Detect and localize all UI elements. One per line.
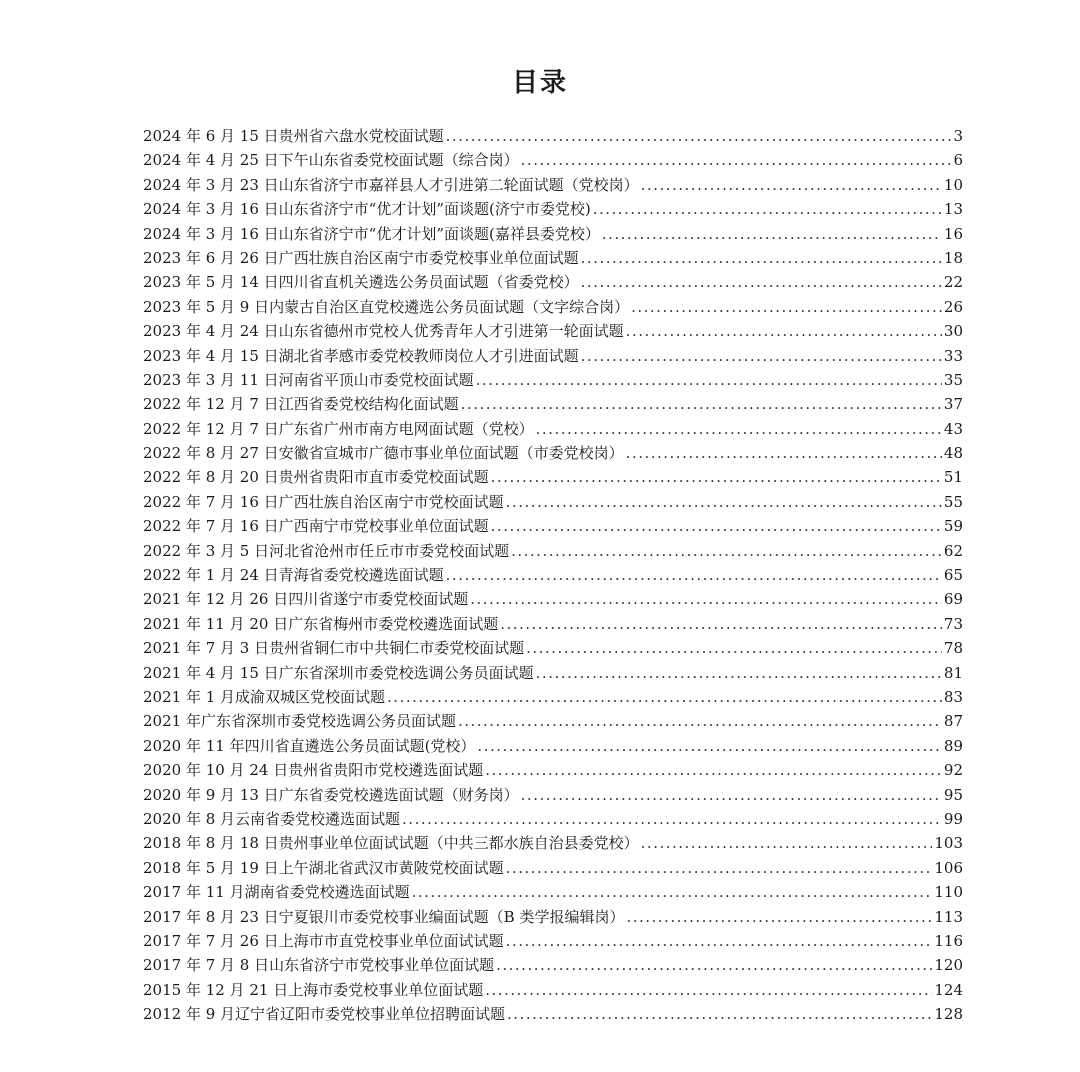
toc-entry[interactable] — [143, 319, 963, 343]
toc-entry-title: 2017 年 7 月 26 日上海市市直党校事业单位面试试题 — [143, 931, 504, 950]
toc-entry-title: 2012 年 9 月辽宁省辽阳市委党校事业单位招聘面试题 — [143, 1005, 506, 1024]
toc-entry[interactable] — [143, 124, 963, 148]
dot-leader — [402, 807, 942, 831]
toc-entry-title: 2022 年 8 月 20 日贵州省贵阳市直市委党校面试题 — [143, 468, 489, 487]
toc-entry[interactable] — [143, 368, 963, 392]
toc-entry-title: 2017 年 7 月 8 日山东省济宁市党校事业单位面试题 — [143, 956, 495, 975]
toc-entry-page-number: 89 — [943, 736, 963, 755]
toc-entry[interactable] — [143, 222, 963, 246]
toc-entry[interactable] — [143, 758, 963, 782]
dot-leader — [491, 465, 942, 489]
toc-entry-page-number: 55 — [943, 492, 963, 511]
toc-entry[interactable] — [143, 148, 963, 172]
toc-entry[interactable] — [143, 1002, 963, 1026]
toc-entry-title: 2015 年 12 月 21 日上海市委党校事业单位面试题 — [143, 980, 484, 999]
dot-leader — [506, 856, 933, 880]
toc-entry[interactable] — [143, 978, 963, 1002]
toc-entry-page-number: 116 — [934, 931, 963, 950]
toc-entry-page-number: 113 — [934, 907, 963, 926]
toc-entry-title: 2021 年 11 月 20 日广东省梅州市委党校遴选面试题 — [143, 614, 499, 633]
toc-entry-page-number: 18 — [943, 248, 963, 267]
toc-entry[interactable] — [143, 856, 963, 880]
toc-entry[interactable] — [143, 612, 963, 636]
dot-leader — [536, 661, 942, 685]
toc-entry[interactable] — [143, 441, 963, 465]
toc-entry-page-number: 78 — [943, 639, 963, 658]
toc-entry-page-number: 43 — [943, 419, 963, 438]
dot-leader — [461, 392, 942, 416]
dot-leader — [412, 880, 933, 904]
toc-entry-title: 2023 年 5 月 9 日内蒙古自治区直党校遴选公务员面试题（文字综合岗） — [143, 297, 630, 316]
toc-entry-title: 2020 年 11 年四川省直遴选公务员面试题(党校） — [143, 736, 476, 755]
toc-entry-title: 2022 年 1 月 24 日青海省委党校遴选面试题 — [143, 566, 444, 585]
toc-entry-title: 2022 年 8 月 27 日安徽省宣城市广德市事业单位面试题（市委党校岗） — [143, 444, 624, 463]
toc-entry-title: 2023 年 4 月 15 日湖北省孝感市委党校教师岗位人才引进面试题 — [143, 346, 579, 365]
dot-leader — [485, 978, 932, 1002]
toc-entry-title: 2024 年 3 月 16 日山东省济宁市“优才计划”面谈题(嘉祥县委党校） — [143, 224, 600, 243]
toc-entry-page-number: 13 — [943, 200, 963, 219]
toc-entry-title: 2021 年 4 月 15 日广东省深圳市委党校选调公务员面试题 — [143, 663, 534, 682]
toc-entry-page-number: 30 — [943, 322, 963, 341]
toc-entry-title: 2021 年 1 月成渝双城区党校面试题 — [143, 687, 386, 706]
toc-entry-page-number: 10 — [943, 175, 963, 194]
dot-leader — [485, 758, 942, 782]
toc-entry-title: 2023 年 5 月 14 日四川省直机关遴选公务员面试题（省委党校） — [143, 273, 579, 292]
toc-entry[interactable] — [143, 563, 963, 587]
dot-leader — [641, 173, 942, 197]
toc-entry[interactable] — [143, 514, 963, 538]
toc-entry-title: 2021 年 7 月 3 日贵州省铜仁市中共铜仁市委党校面试题 — [143, 639, 525, 658]
dot-leader — [581, 270, 942, 294]
toc-entry-page-number: 59 — [943, 517, 963, 536]
toc-entry-page-number: 6 — [953, 151, 963, 170]
toc-entry[interactable] — [143, 490, 963, 514]
toc-entry-page-number: 81 — [943, 663, 963, 682]
toc-entry-page-number: 35 — [943, 370, 963, 389]
dot-leader — [476, 368, 942, 392]
toc-entry-page-number: 106 — [934, 858, 963, 877]
toc-entry-page-number: 124 — [934, 980, 963, 999]
toc-entry-title: 2024 年 3 月 23 日山东省济宁市嘉祥县人才引进第二轮面试题（党校岗） — [143, 175, 639, 194]
toc-entry-page-number: 48 — [943, 444, 963, 463]
dot-leader — [581, 246, 942, 270]
toc-entry-page-number: 87 — [943, 712, 963, 731]
dot-leader — [602, 222, 942, 246]
toc-entry[interactable] — [143, 246, 963, 270]
toc-entry-title: 2022 年 12 月 7 日江西省委党校结构化面试题 — [143, 395, 459, 414]
toc-entry-title: 2017 年 8 月 23 日宁夏银川市委党校事业编面试题（B 类学报编辑岗） — [143, 907, 625, 926]
toc-entry-title: 2023 年 4 月 24 日山东省德州市党校人优秀青年人才引进第一轮面试题 — [143, 322, 624, 341]
dot-leader — [470, 587, 942, 611]
toc-entry-page-number: 73 — [943, 614, 963, 633]
toc-entry-page-number: 95 — [943, 785, 963, 804]
toc-entry[interactable] — [143, 661, 963, 685]
dot-leader — [521, 148, 952, 172]
toc-entry-page-number: 92 — [943, 761, 963, 780]
toc-entry-page-number: 69 — [943, 590, 963, 609]
toc-entry-page-number: 65 — [943, 566, 963, 585]
toc-entry[interactable] — [143, 685, 963, 709]
toc-entry-title: 2022 年 7 月 16 日广西南宁市党校事业单位面试题 — [143, 517, 489, 536]
dot-leader — [458, 709, 942, 733]
toc-entry-page-number: 51 — [943, 468, 963, 487]
toc-entry-title: 2020 年 10 月 24 日贵州省贵阳市党校遴选面试题 — [143, 761, 484, 780]
toc-entry[interactable] — [143, 807, 963, 831]
toc-entry[interactable] — [143, 295, 963, 319]
toc-entry-title: 2021 年 12 月 26 日四川省遂宁市委党校面试题 — [143, 590, 469, 609]
toc-entry-title: 2020 年 9 月 13 日广东省委党校遴选面试题（财务岗） — [143, 785, 519, 804]
toc-entry-page-number: 110 — [934, 883, 963, 902]
dot-leader — [387, 685, 942, 709]
toc-entry[interactable] — [143, 465, 963, 489]
toc-entry-title: 2022 年 12 月 7 日广东省广州市南方电网面试题（党校） — [143, 419, 534, 438]
toc-entry-title: 2023 年 6 月 26 日广西壮族自治区南宁市委党校事业单位面试题 — [143, 248, 579, 267]
page-title: 目录 — [511, 68, 568, 98]
dot-leader — [446, 124, 952, 148]
toc-entry-title: 2020 年 8 月云南省委党校遴选面试题 — [143, 809, 401, 828]
toc-entry[interactable] — [143, 344, 963, 368]
toc-entry-title: 2024 年 3 月 16 日山东省济宁市“优才计划”面谈题(济宁市委党校) — [143, 200, 591, 219]
toc-entry[interactable] — [143, 587, 963, 611]
toc-entry-page-number: 120 — [934, 956, 963, 975]
toc-entry-page-number: 62 — [943, 541, 963, 560]
toc-entry-title: 2018 年 8 月 18 日贵州事业单位面试试题（中共三都水族自治县委党校） — [143, 834, 639, 853]
dot-leader — [626, 905, 932, 929]
dot-leader — [526, 636, 942, 660]
toc-entry-page-number: 128 — [934, 1005, 963, 1024]
dot-leader — [491, 514, 942, 538]
dot-leader — [506, 490, 942, 514]
dot-leader — [626, 441, 942, 465]
toc-entry[interactable] — [143, 709, 963, 733]
toc-entry[interactable] — [143, 953, 963, 977]
toc-entry[interactable] — [143, 197, 963, 221]
toc-entry[interactable] — [143, 905, 963, 929]
toc-entry[interactable] — [143, 831, 963, 855]
toc-entry-page-number: 33 — [943, 346, 963, 365]
toc-entry-page-number: 99 — [943, 809, 963, 828]
dot-leader — [507, 1002, 932, 1026]
toc-entry-title: 2018 年 5 月 19 日上午湖北省武汉市黄陂党校面试题 — [143, 858, 504, 877]
toc-entry-title: 2017 年 11 月湖南省委党校遴选面试题 — [143, 883, 410, 902]
toc-entry-page-number: 26 — [943, 297, 963, 316]
toc-entry[interactable] — [143, 417, 963, 441]
dot-leader — [521, 783, 942, 807]
dot-leader — [641, 831, 933, 855]
toc-entry-title: 2024 年 6 月 15 日贵州省六盘水党校面试题 — [143, 127, 444, 145]
dot-leader — [536, 417, 942, 441]
toc-entry-title: 2023 年 3 月 11 日河南省平顶山市委党校面试题 — [143, 370, 474, 389]
toc-entry[interactable] — [143, 392, 963, 416]
table-of-contents — [143, 124, 963, 1026]
dot-leader — [506, 929, 933, 953]
toc-entry-page-number: 22 — [943, 273, 963, 292]
toc-entry[interactable] — [143, 929, 963, 953]
toc-entry[interactable] — [143, 173, 963, 197]
dot-leader — [511, 539, 942, 563]
dot-leader — [496, 953, 932, 977]
toc-entry[interactable] — [143, 734, 963, 758]
toc-entry[interactable] — [143, 539, 963, 563]
toc-entry-page-number: 103 — [934, 834, 963, 853]
toc-entry-page-number: 3 — [953, 127, 963, 145]
toc-entry-page-number: 37 — [943, 395, 963, 414]
dot-leader — [500, 612, 942, 636]
dot-leader — [446, 563, 942, 587]
toc-entry-title: 2022 年 3 月 5 日河北省沧州市任丘市市委党校面试题 — [143, 541, 510, 560]
dot-leader — [477, 734, 941, 758]
toc-entry-title: 2021 年广东省深圳市委党校选调公务员面试题 — [143, 712, 456, 731]
toc-entry[interactable] — [143, 636, 963, 660]
toc-entry-page-number: 16 — [943, 224, 963, 243]
toc-entry-title: 2022 年 7 月 16 日广西壮族自治区南宁市党校面试题 — [143, 492, 504, 511]
dot-leader — [581, 344, 942, 368]
toc-entry[interactable] — [143, 880, 963, 904]
toc-entry-page-number: 83 — [943, 687, 963, 706]
toc-entry[interactable] — [143, 270, 963, 294]
toc-entry-title: 2024 年 4 月 25 日下午山东省委党校面试题（综合岗） — [143, 151, 519, 170]
toc-entry[interactable] — [143, 783, 963, 807]
dot-leader — [593, 197, 942, 221]
dot-leader — [631, 295, 942, 319]
dot-leader — [626, 319, 942, 343]
